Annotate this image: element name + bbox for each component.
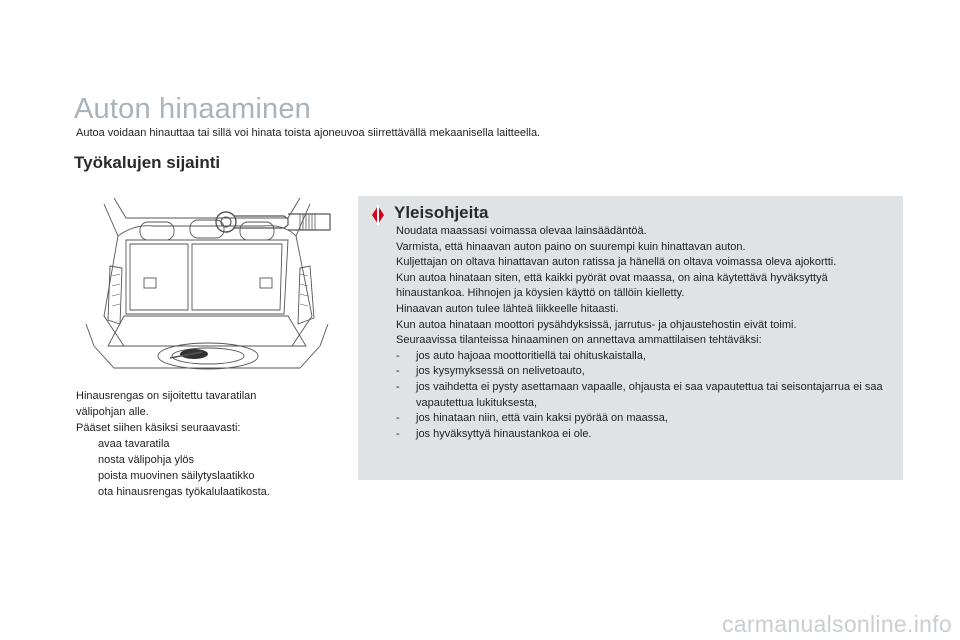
list-item: - jos vaihdetta ei pysty asettamaan vapaalle, ohjausta ei saa vapautettua tai seisontajarrua ei saa vapautettua lukituksesta,: [396, 380, 883, 409]
general-instructions-box: [358, 196, 903, 480]
step-item: nosta välipohja ylös: [98, 454, 195, 466]
note-body: [396, 224, 896, 442]
note-paragraph: Hinaavan auton tulee lähteä liikkeelle hitaasti.: [396, 302, 619, 315]
caption-line: välipohjan alle.: [76, 406, 149, 418]
page-title: Auton hinaaminen: [74, 93, 311, 125]
list-item: - jos auto hajoaa moottoritiellä tai ohituskaistalla,: [396, 349, 646, 362]
list-item: - jos hinataan niin, että vain kaksi pyörää on maassa,: [396, 412, 668, 425]
car-trunk-illustration-icon: [74, 196, 336, 374]
note-paragraph: Kuljettajan on oltava hinattavan auton ratissa ja hänellä on oltava voimassa oleva ajokortti.: [396, 256, 837, 269]
note-paragraph: Varmista, että hinaavan auton paino on suurempi kuin hinattavan auton.: [396, 240, 746, 253]
step-list: [76, 436, 338, 500]
note-paragraph: Kun autoa hinataan siten, että kaikki pyörät ovat maassa, on aina käytettävä hyväksyttyä: [396, 271, 828, 284]
step-item: avaa tavaratila: [98, 438, 170, 450]
note-title: Yleisohjeita: [394, 203, 489, 222]
note-paragraph: Seuraavissa tilanteissa hinaaminen on annettava ammattilaisen tehtäväksi:: [396, 334, 762, 347]
intro-text: Autoa voidaan hinauttaa tai sillä voi hinata toista ajoneuvoa siirrettävällä mekaanisella laitteella.: [76, 127, 541, 139]
note-paragraph: Noudata maassasi voimassa olevaa lainsäädäntöä.: [396, 225, 647, 237]
note-paragraph: Kun autoa hinataan moottori pysähdyksissä, jarrutus- ja ohjaustehostin eivät toimi.: [396, 318, 797, 331]
figure-caption: [76, 388, 338, 500]
caption-line: Pääset siihen käsiksi seuraavasti:: [76, 422, 241, 434]
section-heading: Työkalujen sijainti: [74, 153, 221, 172]
note-paragraph: hinaustankoa. Hihnojen ja köysien käyttö on tällöin kielletty.: [396, 287, 685, 300]
list-item: - jos hyväksyttyä hinaustankoa ei ole.: [396, 427, 592, 440]
watermark: carmanualsonline.info: [721, 611, 952, 637]
trunk-illustration: [74, 196, 336, 374]
warning-icon: [368, 205, 388, 225]
step-item: poista muovinen säilytyslaatikko: [98, 470, 255, 482]
list-item: - jos kysymyksessä on nelivetoauto,: [396, 365, 585, 378]
caption-line: Hinausrengas on sijoitettu tavaratilan: [76, 390, 257, 402]
step-item: ota hinausrengas työkalulaatikosta.: [98, 486, 270, 498]
professional-towing-list: [396, 349, 896, 443]
